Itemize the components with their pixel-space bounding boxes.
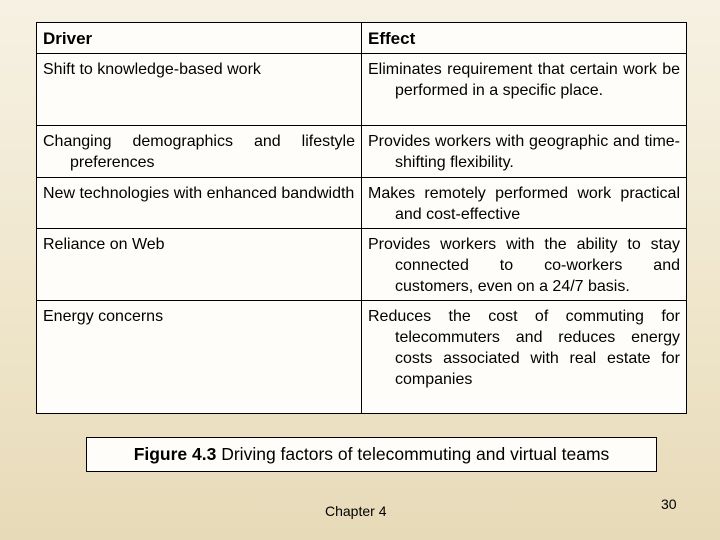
effect-cell: Eliminates requirement that certain work be performed in a specific place.: [362, 54, 687, 126]
figure-label: Figure 4.3: [133, 444, 217, 464]
driver-cell: Reliance on Web: [37, 229, 362, 301]
figure-caption-text: Driving factors of telecommuting and virtual teams: [216, 444, 610, 464]
driver-cell: Energy concerns: [37, 301, 362, 414]
table-row: [37, 229, 687, 301]
effect-cell: Provides workers with the ability to stay connected to co-workers and customers, even on a 24/7 basis.: [362, 229, 687, 301]
driver-cell: New technologies with enhanced bandwidth: [37, 178, 362, 229]
chapter-footer: Chapter 4: [325, 503, 387, 519]
effect-cell: Provides workers with geographic and time-shifting flexibility.: [362, 126, 687, 178]
figure-caption: [86, 437, 657, 472]
table-row: [37, 301, 687, 414]
table-header-row: [37, 23, 687, 54]
driver-effect-table: [36, 22, 687, 414]
table-row: [37, 178, 687, 229]
effect-cell: Reduces the cost of commuting for telecommuters and reduces energy costs associated with real estate for companies: [362, 301, 687, 414]
header-driver: Driver: [37, 23, 362, 54]
driver-cell: Changing demographics and lifestyle preferences: [37, 126, 362, 178]
effect-cell: Makes remotely performed work practical and cost-effective: [362, 178, 687, 229]
driver-cell: Shift to knowledge-based work: [37, 54, 362, 126]
table-row: [37, 126, 687, 178]
table-row: [37, 54, 687, 126]
page-number: 30: [661, 496, 677, 512]
header-effect: Effect: [362, 23, 687, 54]
